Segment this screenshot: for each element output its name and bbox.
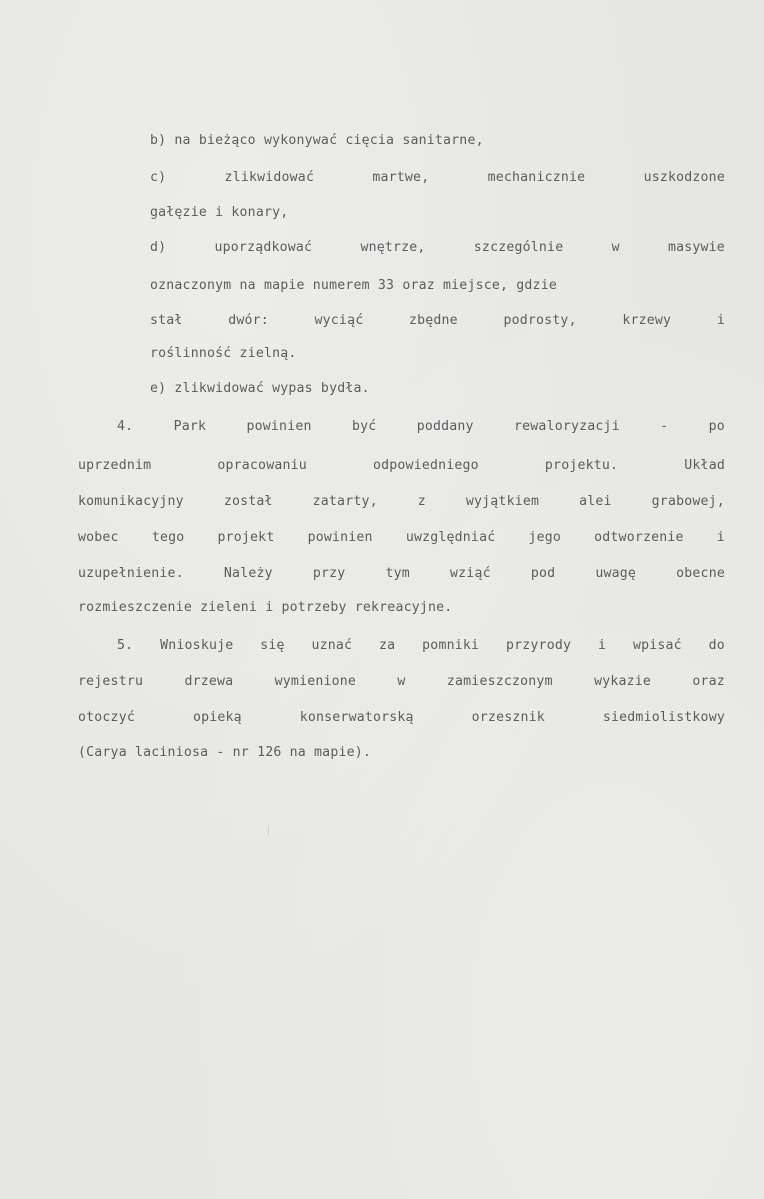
word: wobec — [78, 530, 119, 545]
word: i — [716, 530, 725, 545]
word: 4. — [117, 419, 134, 434]
word: wyciąć — [314, 313, 364, 328]
word: odpowiedniego — [373, 458, 479, 473]
word: alei — [579, 494, 612, 509]
word: wpisać — [632, 638, 682, 653]
word: projektu. — [544, 458, 619, 473]
word: opieką — [192, 710, 242, 725]
word: tego — [151, 530, 185, 545]
word: uporządkować — [214, 240, 313, 255]
word: dwór: — [228, 313, 269, 328]
word: d) — [150, 240, 167, 255]
word: masywie — [667, 240, 725, 255]
word: się — [260, 638, 285, 653]
word: projekt — [217, 530, 275, 545]
item-e: e) zlikwidować wypas bydła. — [150, 381, 370, 396]
word: uwagę — [595, 566, 637, 581]
word: wnętrze, — [360, 240, 426, 255]
para4-line4 — [78, 530, 725, 546]
word: mechanicznie — [487, 170, 586, 185]
word: odtworzenie — [594, 530, 684, 545]
word: i — [716, 313, 725, 328]
word: konserwatorską — [299, 710, 414, 725]
word: za — [379, 638, 396, 653]
para4-line6: rozmieszczenie zieleni i potrzeby rekreacyjne. — [78, 600, 453, 615]
word: być — [351, 419, 377, 434]
item-c-line2: gałęzie i konary, — [150, 205, 289, 220]
item-d-line3 — [150, 313, 725, 329]
word: poddany — [416, 419, 474, 434]
word: uprzednim — [78, 458, 152, 473]
word: oraz — [692, 674, 725, 689]
word: przyrody — [506, 638, 572, 653]
para4-line3 — [78, 494, 725, 510]
item-d-line1 — [150, 240, 725, 256]
word: wymienione — [274, 674, 357, 689]
word: obecne — [676, 566, 725, 581]
word: - — [660, 419, 669, 434]
word: martwe, — [372, 170, 430, 185]
word: został — [223, 494, 273, 509]
item-d-line2: oznaczonym na mapie numerem 33 oraz miejsce, gdzie — [150, 278, 557, 293]
para4-line2 — [78, 458, 725, 474]
word: wyjątkiem — [465, 494, 540, 509]
word: siedmiolistkowy — [602, 710, 725, 725]
word: powinien — [307, 530, 373, 545]
word: zbędne — [408, 313, 458, 328]
word: po — [708, 419, 725, 434]
para5-line3 — [78, 710, 725, 726]
word: grabowej, — [651, 494, 725, 509]
word: przy — [312, 566, 346, 581]
para4-line5 — [78, 566, 725, 582]
item-c-line1 — [150, 170, 725, 186]
word: zatarty, — [312, 494, 378, 509]
word: rewaloryzacji — [514, 419, 620, 434]
word: tym — [385, 566, 410, 581]
word: i — [597, 638, 607, 653]
word: powinien — [246, 419, 312, 434]
word: uzupełnienie. — [78, 566, 184, 581]
item-b: b) na bieżąco wykonywać cięcia sanitarne, — [150, 133, 484, 148]
word: podrosty, — [503, 313, 577, 328]
word: do — [708, 638, 725, 653]
para5-line1 — [117, 638, 725, 654]
word: wykazie — [594, 674, 652, 689]
word: Park — [173, 419, 207, 434]
word: zamieszczonym — [446, 674, 553, 689]
word: z — [417, 494, 426, 509]
word: pomniki — [422, 638, 480, 653]
word: uwzględniać — [405, 530, 496, 545]
word: rejestru — [78, 674, 144, 689]
word: wziąć — [450, 566, 491, 581]
word: 5. — [117, 638, 134, 653]
word: zlikwidować — [224, 170, 315, 185]
paper-speck — [268, 825, 269, 835]
word: jego — [528, 530, 562, 545]
word: krzewy — [622, 313, 672, 328]
para4-line1 — [117, 419, 725, 435]
word: stał — [150, 313, 183, 328]
word: w — [397, 674, 406, 689]
word: orzesznik — [471, 710, 545, 725]
word: szczególnie — [473, 240, 564, 255]
word: komunikacyjny — [78, 494, 184, 509]
word: uznać — [311, 638, 353, 653]
para5-line4: (Carya laciniosa - nr 126 na mapie). — [78, 745, 372, 760]
word: c) — [150, 170, 167, 185]
word: drzewa — [184, 674, 234, 689]
word: Układ — [684, 458, 725, 473]
item-d-line4: roślinność zielną. — [150, 346, 297, 361]
word: Należy — [223, 566, 273, 581]
word: Wnioskuje — [160, 638, 234, 653]
para5-line2 — [78, 674, 725, 690]
word: otoczyć — [78, 710, 135, 725]
word: w — [611, 240, 620, 255]
word: pod — [530, 566, 556, 581]
word: uszkodzone — [643, 170, 725, 185]
word: opracowaniu — [217, 458, 307, 473]
